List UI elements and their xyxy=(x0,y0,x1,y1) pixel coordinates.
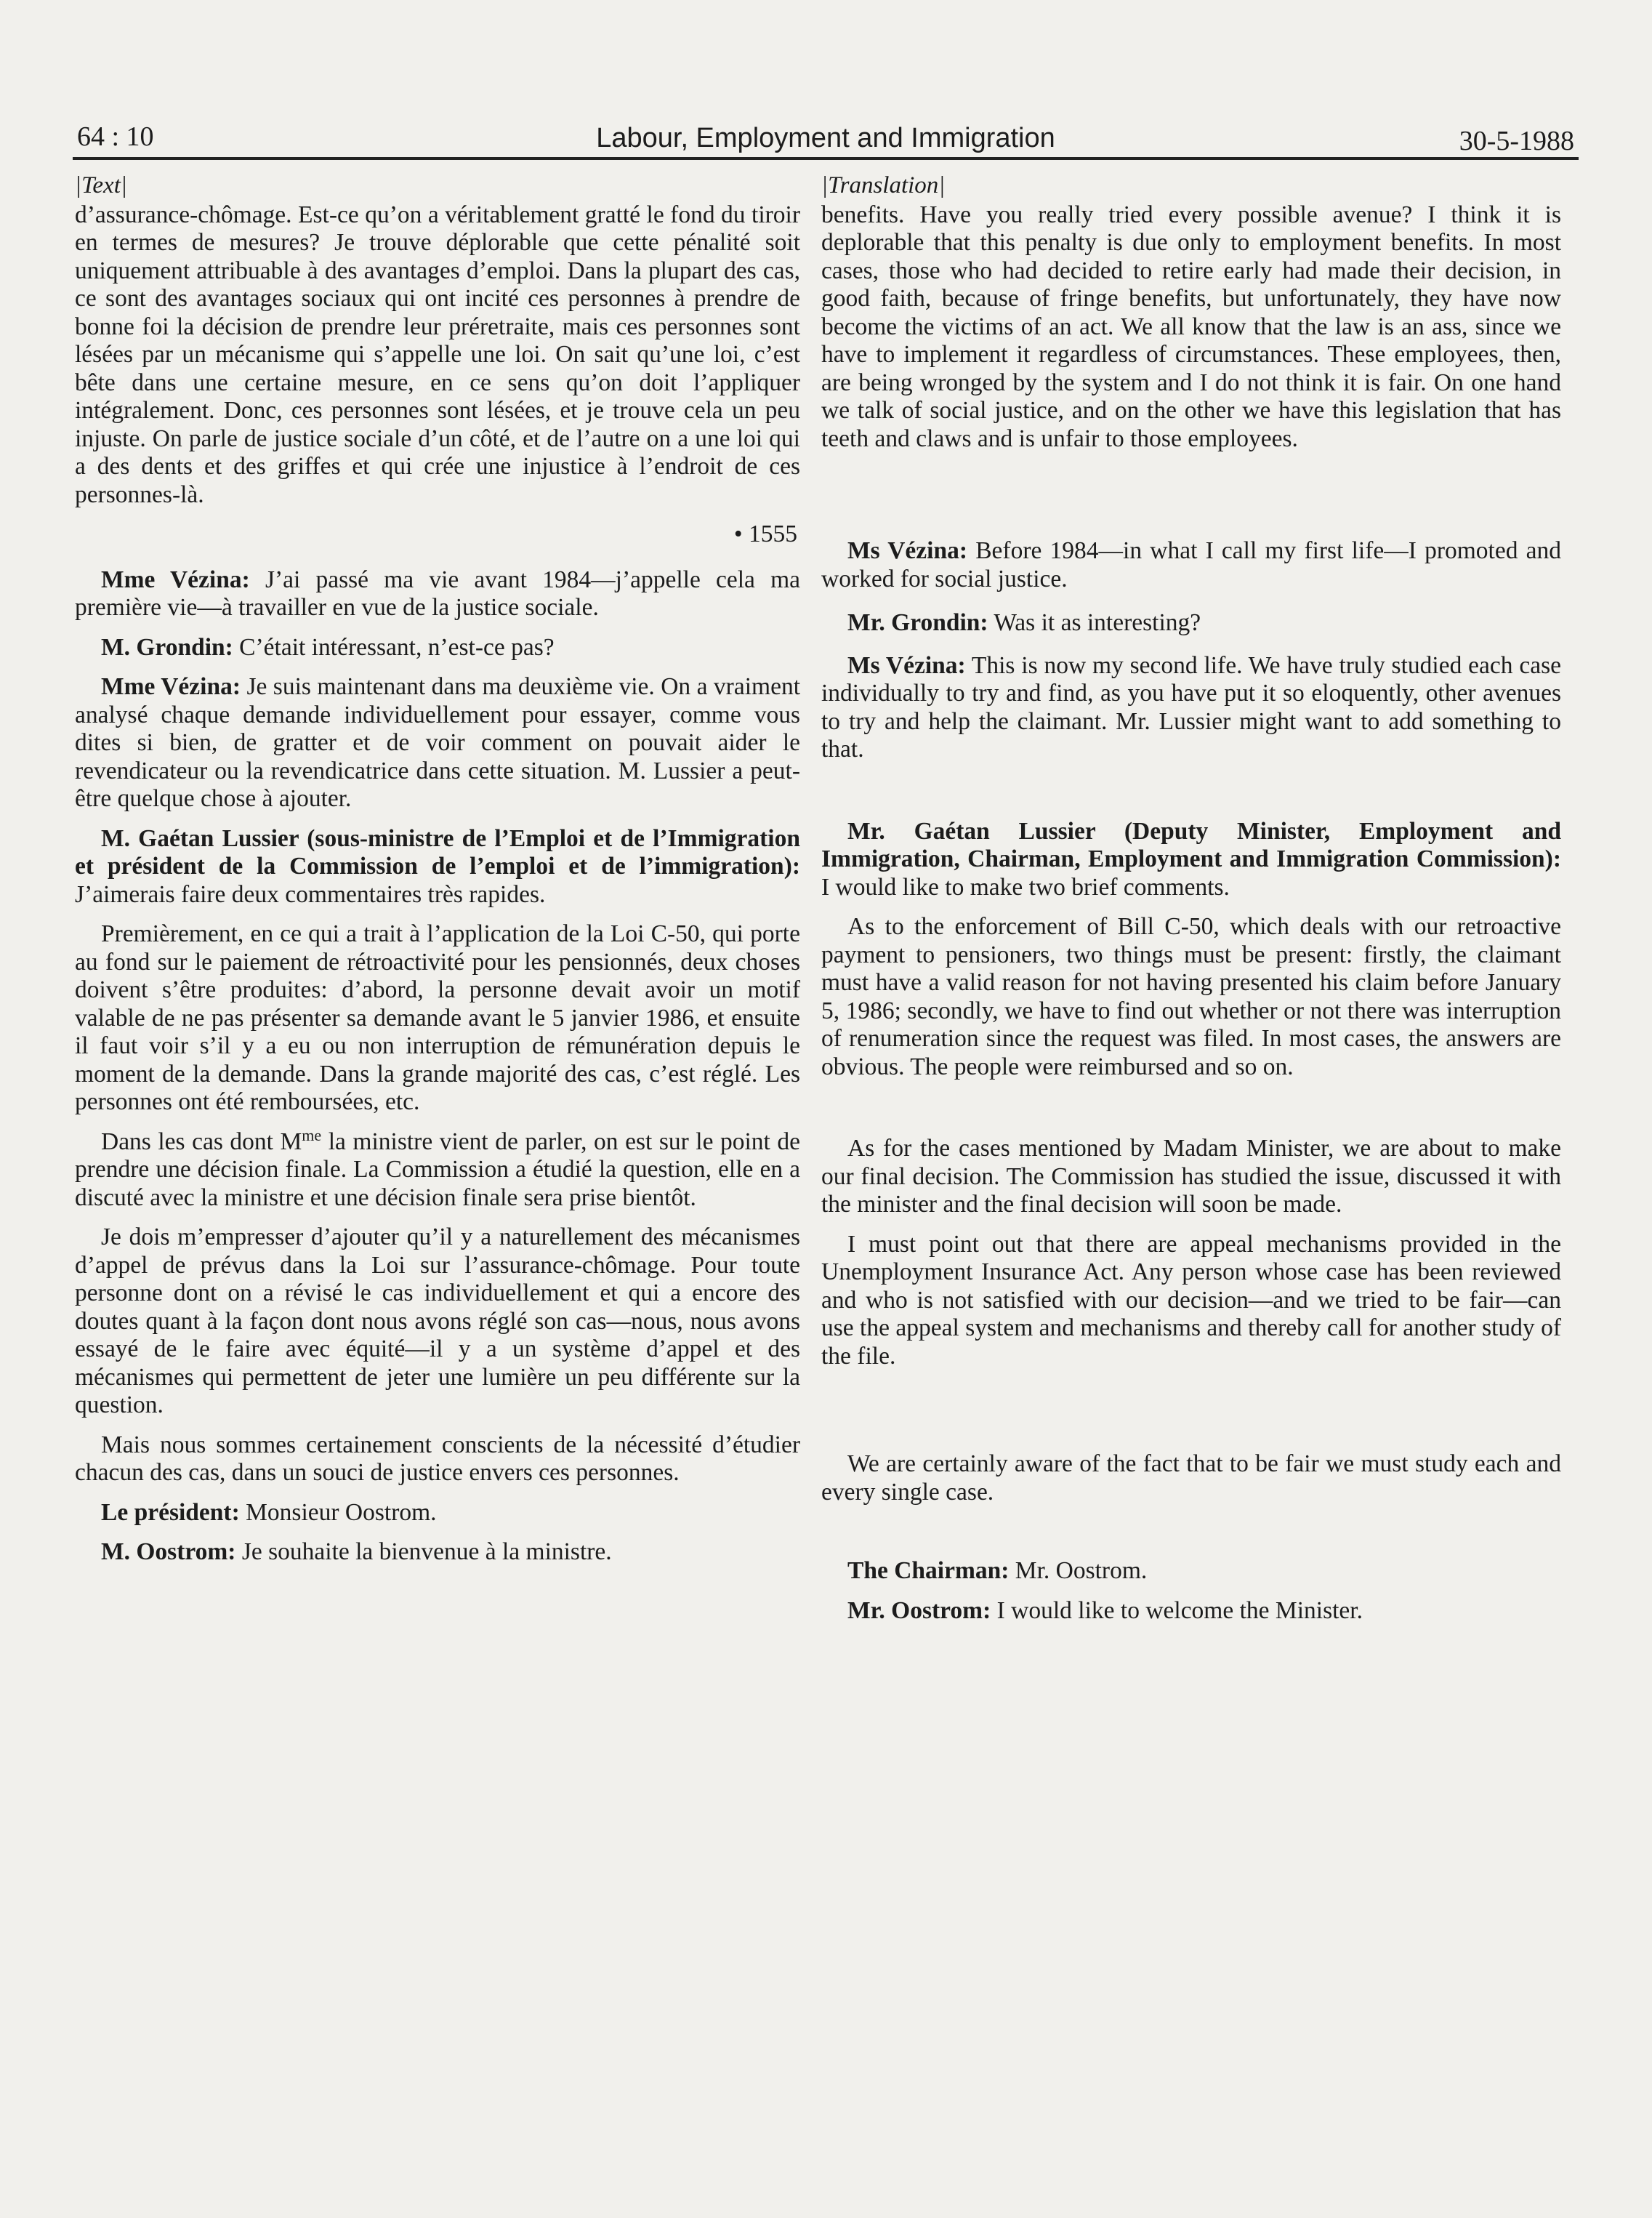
speaker-name: M. Grondin: xyxy=(101,633,233,661)
speech-text: Mr. Oostrom. xyxy=(1015,1557,1148,1584)
speaker-name: M. Gaétan Lussier (sous-ministre de l’Emploi et de l’Immigration et président de la Commission de l’emploi et de l’immigration): xyxy=(75,824,800,880)
page-title: Labour, Employment and Immigration xyxy=(596,123,1055,153)
time-marker: • 1555 xyxy=(733,521,797,547)
speech-text: Je suis maintenant dans ma deuxième vie. On a vraiment analysé chaque demande individuellement pour essayer, comme vous dites si bien, de gratter et de voir comment on pouvait aider le revendicateur ou la revendicatrice dans cette situation. M. Lussier a peut-être quelque chose à ajouter. xyxy=(75,673,800,812)
paragraph: As to the enforcement of Bill C-50, which deals with our retroactive payment to pensioners, two things must be present: firstly, the claimant must have a valid reason for not having presented his claim before January 5, 1986; secondly, we have to find out whether or not there was interruption of renumeration since the request was filed. In most cases, the answers are obvious. The people were reimbursed and so on. xyxy=(821,913,1561,1080)
speech xyxy=(821,818,1561,902)
paragraph: We are certainly aware of the fact that to be fair we must study each and every single case. xyxy=(821,1450,1561,1506)
page-date: 30-5-1988 xyxy=(1459,126,1574,156)
speech xyxy=(821,537,1561,593)
paragraph: Premièrement, en ce qui a trait à l’application de la Loi C-50, qui porte au fond sur le paiement de rétroactivité pour les pensionnés, deux choses doivent s’être produites: d’abord, la personne devait avoir un motif valable de ne pas présenter sa demande avant le 5 janvier 1986, et ensuite il faut voir s’il y a eu ou non interruption de rémunération depuis le moment de la demande. Dans la grande majorité des cas, c’est réglé. Les personnes ont été remboursées, etc. xyxy=(75,920,800,1115)
speech-text: J’ai passé ma vie avant 1984—j’appelle cela ma première vie—à travailler en vue de la justice sociale. xyxy=(75,566,801,621)
speaker-name: M. Oostrom: xyxy=(101,1538,236,1565)
paragraph: I must point out that there are appeal mechanisms provided in the Unemployment Insurance Act. Any person whose case has been reviewed and who is not satisfied with our decision—and we tried to be fair—can use the appeal system and mechanisms and thereby call for another study of the file. xyxy=(821,1230,1561,1370)
paragraph-text: la ministre vient de parler, on est sur le point de prendre une décision finale. La Commission a étudié la question, elle en a discuté avec la ministre et une décision finale sera prise bientôt. xyxy=(75,1128,800,1211)
paragraph-text: Dans les cas dont M xyxy=(101,1128,302,1155)
speech-text: This is now my second life. We have truly studied each case individually to try and find, as you have put it so eloquently, other avenues to try and help the claimant. Mr. Lussier might want to add something to that. xyxy=(821,651,1562,763)
speaker-name: Mr. Grondin: xyxy=(847,609,988,636)
speaker-name: Mme Vézina: xyxy=(101,566,250,593)
speaker-name: Mme Vézina: xyxy=(101,673,241,700)
english-column xyxy=(821,172,1561,1636)
speech xyxy=(75,634,800,662)
paragraph xyxy=(75,1125,800,1213)
page-number: 64 : 10 xyxy=(77,121,154,152)
speech xyxy=(821,1597,1561,1626)
translation-tag: |Translation| xyxy=(821,172,946,198)
speech xyxy=(821,652,1561,764)
speech-text: J’aimerais faire deux commentaires très rapides. xyxy=(75,880,546,908)
text-tag: |Text| xyxy=(75,172,127,198)
french-column xyxy=(75,172,800,1578)
paragraph: Mais nous sommes certainement conscients de la nécessité d’étudier chacun des cas, dans un souci de justice envers ces personnes. xyxy=(75,1431,800,1486)
speaker-name: Mr. Oostrom: xyxy=(847,1596,991,1624)
speaker-name: Ms Vézina: xyxy=(847,651,966,679)
speaker-name: Le président: xyxy=(101,1498,240,1526)
speech-text: I would like to make two brief comments. xyxy=(821,873,1230,901)
speech xyxy=(75,566,800,622)
speaker-name: The Chairman: xyxy=(847,1557,1010,1584)
speaker-name: Mr. Gaétan Lussier (Deputy Minister, Employment and Immigration, Chairman, Employment and Immigration Commission): xyxy=(821,817,1561,872)
speech-text: Je souhaite la bienvenue à la ministre. xyxy=(241,1538,612,1565)
speech xyxy=(75,673,800,813)
speech-text: I would like to welcome the Minister. xyxy=(996,1596,1363,1624)
superscript: me xyxy=(302,1125,322,1144)
speech-text: Before 1984—in what I call my first life—I promoted and worked for social justice. xyxy=(821,537,1562,592)
paragraph: d’assurance-chômage. Est-ce qu’on a véritablement gratté le fond du tiroir en termes de mesures? Je trouve déplorable que cette pénalité soit uniquement attribuable à des avantages d’emploi. Dans la plupart des cas, ce sont des avantages sociaux qui ont incité ces personnes à prendre de bonne foi la décision de prendre leur préretraite, mais ces personnes sont lésées par un mécanisme qui s’appelle une loi. On sait qu’une loi, c’est bête dans une certaine mesure, en ce sens qu’on doit l’appliquer intégralement. Donc, ces personnes sont lésées, et je trouve cela un peu injuste. On parle de justice sociale d’un côté, et de l’autre on a une loi qui a des dents et des griffes et qui crée une injustice à l’endroit de ces personnes-là. xyxy=(75,201,800,508)
speech xyxy=(75,1538,800,1567)
speech xyxy=(75,825,800,909)
speech-text: Monsieur Oostrom. xyxy=(246,1498,437,1526)
speech xyxy=(821,1557,1561,1586)
page-header xyxy=(73,108,1579,160)
paragraph: Je dois m’empresser d’ajouter qu’il y a naturellement des mécanismes d’appel de prévus dans la Loi sur l’assurance-chômage. Pour toute personne dont on a révisé le cas individuellement et qui a encore des doutes quant à la façon dont nous avons réglé son cas—nous, nous avons essayé de le faire avec équité—il y a un système d’appel et des mécanismes qui permettent de jeter une lumière un peu différente sur la question. xyxy=(75,1223,800,1418)
speaker-name: Ms Vézina: xyxy=(847,537,968,564)
paragraph: As for the cases mentioned by Madam Minister, we are about to make our final decision. The Commission has studied the issue, discussed it with the minister and the final decision will soon be made. xyxy=(821,1135,1561,1218)
speech-text: C’était intéressant, n’est-ce pas? xyxy=(239,633,555,661)
speech-text: Was it as interesting? xyxy=(994,609,1201,636)
paragraph: benefits. Have you really tried every possible avenue? I think it is deplorable that this penalty is due only to employment benefits. In most cases, those who had decided to retire early had made their decision, in good faith, because of fringe benefits, but unfortunately, they have now become the victims of an act. We all know that the law is an ass, since we have to implement it regardless of circumstances. These employees, then, are being wronged by the system and I do not think it is fair. On one hand we talk of social justice, and on the other we have this legislation that has teeth and claws and is unfair to those employees. xyxy=(821,201,1561,452)
speech xyxy=(75,1499,800,1527)
speech xyxy=(821,609,1561,638)
